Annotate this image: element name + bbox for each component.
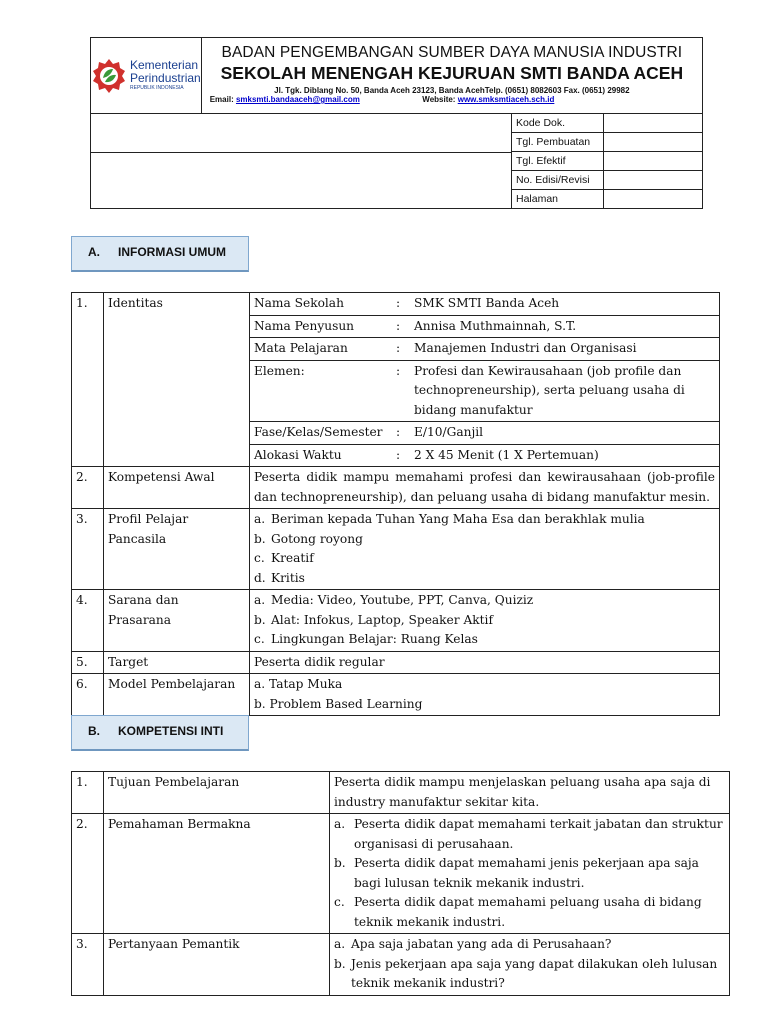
table-row — [72, 814, 730, 934]
informasi-umum-table — [71, 292, 720, 716]
list-item: c. Kreatif — [254, 551, 314, 565]
title-cell — [201, 38, 702, 114]
list-item: d. Kritis — [254, 570, 305, 585]
identitas-mata-pelajaran: Mata Pelajaran : Manajemen Industri dan Organisasi — [254, 341, 637, 355]
row-label: Kompetensi Awal — [104, 467, 250, 509]
row-number: 6. — [72, 674, 104, 716]
identitas-fase: Fase/Kelas/Semester : E/10/Ganjil — [254, 425, 484, 439]
meta-tgl-efektif: Tgl. Efektif — [512, 152, 604, 171]
email-link[interactable]: smksmti.bandaaceh@gmail.com — [235, 95, 360, 104]
identitas-nama-penyusun: Nama Penyusun : Annisa Muthmainnah, S.T. — [254, 318, 577, 333]
contact-line — [202, 95, 702, 104]
kompetensi-awal-text: Peserta didik mampu memahami profesi dan kewirausahaan (job-profile dan technopreneurship), dan peluang usaha di bidang manufaktur mesin. — [250, 467, 720, 509]
identitas-nama-sekolah: Nama Sekolah : SMK SMTI Banda Aceh — [254, 296, 560, 310]
tujuan-text: Peserta didik mampu menjelaskan peluang usaha apa saja di industry manufaktur sekitar kita. — [330, 772, 730, 814]
list-item: b. Gotong royong — [254, 531, 363, 546]
row-label: Pemahaman Bermakna — [104, 814, 330, 934]
identitas-alokasi: Alokasi Waktu : 2 X 45 Menit (1 X Pertemuan) — [254, 447, 599, 462]
meta-edisi-revisi: No. Edisi/Revisi — [512, 171, 604, 190]
website-label: Website: — [422, 95, 456, 104]
meta-halaman: Halaman — [512, 190, 604, 209]
meta-kode-dok: Kode Dok. — [512, 114, 604, 133]
table-row — [72, 772, 730, 814]
list-item: a. Apa saja jabatan yang ada di Perusahaan? — [334, 937, 612, 951]
list-item: a. Beriman kepada Tuhan Yang Maha Esa dan berakhlak mulia — [254, 512, 645, 526]
row-label: Profil Pelajar Pancasila — [104, 509, 250, 590]
logo-text-line2: Perindustrian — [130, 71, 201, 85]
row-number: 2. — [72, 467, 104, 509]
doc-meta-table — [512, 114, 703, 209]
kementerian-perindustrian-logo — [91, 56, 201, 96]
pemahaman-list — [330, 814, 730, 934]
list-item: b. Problem Based Learning — [254, 696, 423, 711]
profil-list — [250, 509, 720, 590]
row-label: Sarana dan Prasarana — [104, 590, 250, 652]
school-address: Jl. Tgk. Diblang No. 50, Banda Aceh 23123, Banda AcehTelp. (0651) 8082603 Fax. (0651) 29982 — [274, 86, 630, 95]
list-item: b. Jenis pekerjaan apa saja yang dapat dilakukan oleh lulusan teknik mekanik industri? — [334, 956, 718, 990]
meta-tgl-pembuatan: Tgl. Pembuatan — [512, 133, 604, 152]
row-number: 2. — [72, 814, 104, 934]
target-text: Peserta didik regular — [250, 651, 720, 674]
table-row — [72, 509, 720, 590]
identitas-elemen: Elemen: : Profesi dan Kewirausahaan (job profile dan technopreneurship), serta peluang usaha di bidang manufaktur — [254, 363, 685, 417]
website-link[interactable]: www.smksmtiaceh.sch.id — [457, 95, 555, 104]
sarana-list — [250, 590, 720, 652]
logo-text-line1: Kementerian — [130, 58, 199, 72]
section-a-number: A. — [88, 245, 100, 259]
logo-cell — [91, 38, 202, 114]
section-a-title: INFORMASI UMUM — [118, 245, 226, 259]
section-b-title: KOMPETENSI INTI — [118, 724, 224, 738]
table-row — [72, 467, 720, 509]
row-number: 4. — [72, 590, 104, 652]
row-number: 3. — [72, 934, 104, 996]
email-label: Email: — [209, 95, 234, 104]
list-item: a. Media: Video, Youtube, PPT, Canva, Quiziz — [254, 593, 534, 607]
school-name: SEKOLAH MENENGAH KEJURUAN SMTI BANDA ACEH — [220, 63, 684, 83]
section-b-heading — [71, 715, 249, 751]
table-row — [72, 590, 720, 652]
section-a-heading — [71, 236, 249, 272]
row-label: Pertanyaan Pemantik — [104, 934, 330, 996]
row-number: 1. — [72, 772, 104, 814]
model-list — [250, 674, 720, 716]
row-number: 3. — [72, 509, 104, 590]
row-number: 5. — [72, 651, 104, 674]
document-header — [90, 37, 703, 209]
table-row — [72, 293, 720, 316]
org-name: BADAN PENGEMBANGAN SUMBER DAYA MANUSIA INDUSTRI — [221, 44, 683, 61]
logo-text-line3: REPUBLIK INDONESIA — [130, 85, 184, 91]
row-number: 1. — [72, 293, 104, 467]
list-item: a. Tatap Muka — [254, 677, 343, 691]
pertanyaan-list — [330, 934, 730, 996]
kompetensi-inti-table — [71, 771, 730, 996]
list-item: c. Lingkungan Belajar: Ruang Kelas — [254, 632, 478, 646]
table-row — [72, 934, 730, 996]
row-label: Target — [104, 651, 250, 674]
row-label: Identitas — [104, 293, 250, 467]
list-item: a. Peserta didik dapat memahami terkait jabatan dan struktur organisasi di perusahaan. — [334, 817, 723, 851]
table-row — [72, 651, 720, 674]
table-row — [72, 674, 720, 716]
list-item: b. Alat: Infokus, Laptop, Speaker Aktif — [254, 612, 493, 627]
gear-icon — [91, 56, 127, 96]
section-b-number: B. — [88, 724, 100, 738]
row-label: Tujuan Pembelajaran — [104, 772, 330, 814]
list-item: c. Peserta didik dapat memahami peluang usaha di bidang teknik mekanik industri. — [334, 895, 702, 929]
list-item: b. Peserta didik dapat memahami jenis pekerjaan apa saja bagi lulusan teknik mekanik industri. — [334, 856, 699, 890]
row-label: Model Pembelajaran — [104, 674, 250, 716]
